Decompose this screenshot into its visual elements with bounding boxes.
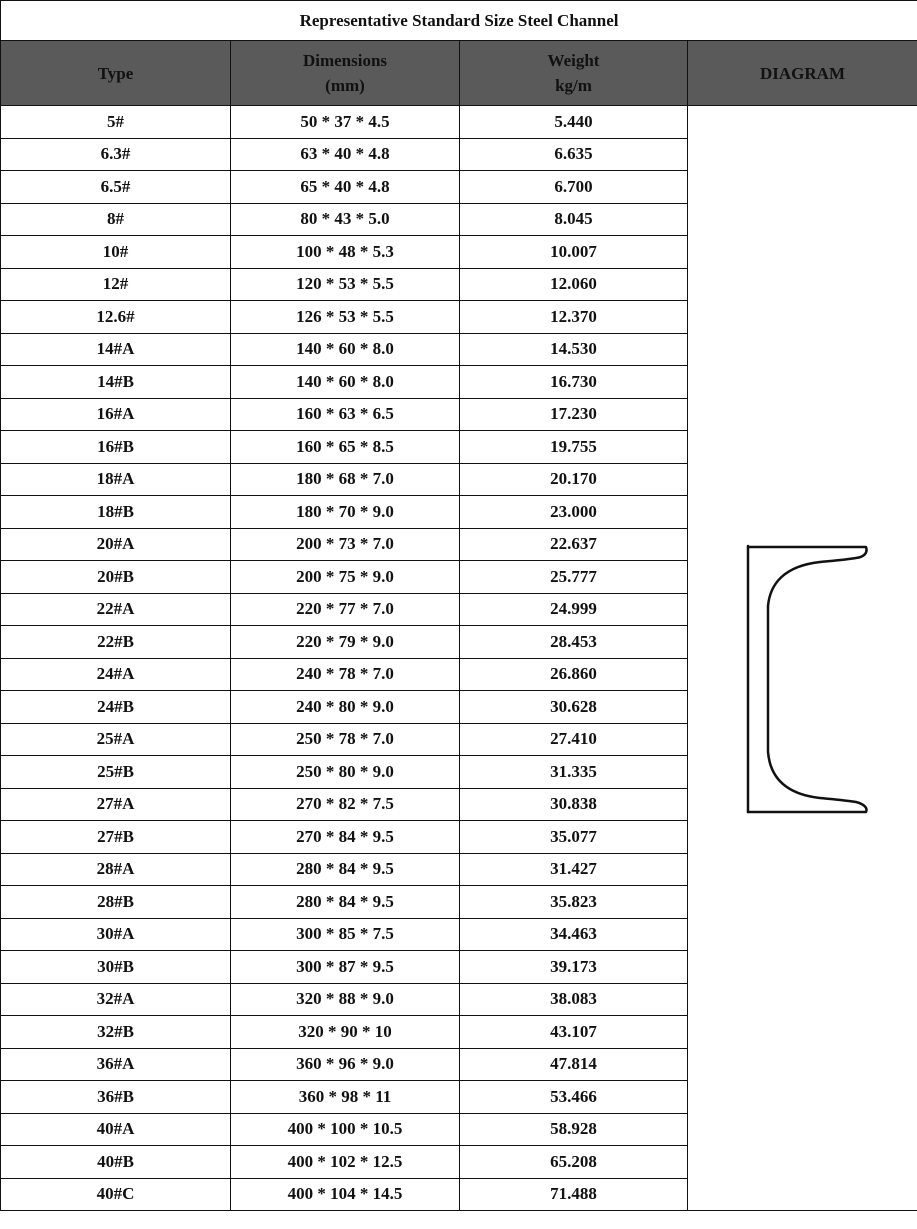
cell-type: 36#B	[1, 1081, 231, 1114]
cell-weight: 22.637	[460, 528, 688, 561]
cell-type: 30#B	[1, 951, 231, 984]
cell-weight: 27.410	[460, 723, 688, 756]
cell-weight: 39.173	[460, 951, 688, 984]
cell-type: 28#A	[1, 853, 231, 886]
cell-weight: 58.928	[460, 1113, 688, 1146]
cell-dimensions: 320 * 90 * 10	[231, 1016, 460, 1049]
cell-type: 16#A	[1, 398, 231, 431]
cell-dimensions: 270 * 82 * 7.5	[231, 788, 460, 821]
cell-weight: 5.440	[460, 106, 688, 139]
cell-dimensions: 140 * 60 * 8.0	[231, 333, 460, 366]
cell-type: 8#	[1, 203, 231, 236]
table-title: Representative Standard Size Steel Channel	[1, 1, 917, 41]
cell-type: 32#B	[1, 1016, 231, 1049]
header-weight-label: Weight	[547, 51, 600, 70]
header-dimensions-label: Dimensions	[302, 51, 388, 70]
header-dimensions	[231, 41, 460, 106]
cell-weight: 65.208	[460, 1146, 688, 1179]
cell-dimensions: 280 * 84 * 9.5	[231, 886, 460, 919]
cell-type: 40#A	[1, 1113, 231, 1146]
cell-dimensions: 65 * 40 * 4.8	[231, 171, 460, 204]
cell-type: 12#	[1, 268, 231, 301]
cell-type: 25#A	[1, 723, 231, 756]
header-row	[1, 41, 917, 106]
cell-type: 20#B	[1, 561, 231, 594]
cell-weight: 12.060	[460, 268, 688, 301]
cell-dimensions: 100 * 48 * 5.3	[231, 236, 460, 269]
cell-type: 18#A	[1, 463, 231, 496]
cell-type: 25#B	[1, 756, 231, 789]
cell-dimensions: 250 * 80 * 9.0	[231, 756, 460, 789]
cell-type: 14#A	[1, 333, 231, 366]
cell-weight: 26.860	[460, 658, 688, 691]
cell-weight: 71.488	[460, 1178, 688, 1211]
cell-dimensions: 160 * 65 * 8.5	[231, 431, 460, 464]
cell-dimensions: 220 * 79 * 9.0	[231, 626, 460, 659]
cell-type: 22#B	[1, 626, 231, 659]
cell-type: 28#B	[1, 886, 231, 919]
cell-dimensions: 400 * 104 * 14.5	[231, 1178, 460, 1211]
steel-channel-cross-section-icon	[744, 544, 868, 816]
cell-type: 40#C	[1, 1178, 231, 1211]
cell-dimensions: 360 * 98 * 11	[231, 1081, 460, 1114]
header-diagram: DIAGRAM	[688, 41, 917, 106]
title-row	[1, 1, 917, 41]
cell-dimensions: 160 * 63 * 6.5	[231, 398, 460, 431]
cell-weight: 35.823	[460, 886, 688, 919]
cell-dimensions: 270 * 84 * 9.5	[231, 821, 460, 854]
cell-type: 18#B	[1, 496, 231, 529]
cell-type: 32#A	[1, 983, 231, 1016]
cell-type: 10#	[1, 236, 231, 269]
cell-type: 20#A	[1, 528, 231, 561]
cell-weight: 12.370	[460, 301, 688, 334]
cell-weight: 8.045	[460, 203, 688, 236]
cell-weight: 16.730	[460, 366, 688, 399]
cell-weight: 14.530	[460, 333, 688, 366]
cell-dimensions: 180 * 70 * 9.0	[231, 496, 460, 529]
cell-weight: 43.107	[460, 1016, 688, 1049]
cell-dimensions: 250 * 78 * 7.0	[231, 723, 460, 756]
cell-dimensions: 200 * 73 * 7.0	[231, 528, 460, 561]
header-weight	[460, 41, 688, 106]
cell-type: 14#B	[1, 366, 231, 399]
cell-dimensions: 240 * 78 * 7.0	[231, 658, 460, 691]
cell-type: 27#A	[1, 788, 231, 821]
header-weight-unit: kg/m	[555, 76, 592, 95]
diagram-cell	[688, 106, 917, 1211]
cell-weight: 19.755	[460, 431, 688, 464]
cell-weight: 31.335	[460, 756, 688, 789]
cell-weight: 17.230	[460, 398, 688, 431]
cell-type: 6.3#	[1, 138, 231, 171]
cell-dimensions: 220 * 77 * 7.0	[231, 593, 460, 626]
cell-weight: 24.999	[460, 593, 688, 626]
cell-weight: 25.777	[460, 561, 688, 594]
cell-type: 30#A	[1, 918, 231, 951]
cell-dimensions: 300 * 85 * 7.5	[231, 918, 460, 951]
cell-weight: 38.083	[460, 983, 688, 1016]
cell-weight: 47.814	[460, 1048, 688, 1081]
cell-dimensions: 400 * 102 * 12.5	[231, 1146, 460, 1179]
header-type: Type	[1, 41, 231, 106]
cell-type: 36#A	[1, 1048, 231, 1081]
cell-dimensions: 240 * 80 * 9.0	[231, 691, 460, 724]
cell-weight: 10.007	[460, 236, 688, 269]
cell-weight: 20.170	[460, 463, 688, 496]
cell-weight: 6.700	[460, 171, 688, 204]
cell-dimensions: 280 * 84 * 9.5	[231, 853, 460, 886]
cell-dimensions: 400 * 100 * 10.5	[231, 1113, 460, 1146]
cell-dimensions: 200 * 75 * 9.0	[231, 561, 460, 594]
cell-weight: 30.838	[460, 788, 688, 821]
cell-dimensions: 180 * 68 * 7.0	[231, 463, 460, 496]
cell-dimensions: 126 * 53 * 5.5	[231, 301, 460, 334]
cell-type: 24#A	[1, 658, 231, 691]
cell-weight: 31.427	[460, 853, 688, 886]
cell-dimensions: 63 * 40 * 4.8	[231, 138, 460, 171]
cell-type: 24#B	[1, 691, 231, 724]
cell-weight: 6.635	[460, 138, 688, 171]
cell-type: 6.5#	[1, 171, 231, 204]
cell-weight: 35.077	[460, 821, 688, 854]
cell-dimensions: 50 * 37 * 4.5	[231, 106, 460, 139]
cell-dimensions: 140 * 60 * 8.0	[231, 366, 460, 399]
cell-weight: 28.453	[460, 626, 688, 659]
cell-type: 16#B	[1, 431, 231, 464]
cell-dimensions: 300 * 87 * 9.5	[231, 951, 460, 984]
cell-weight: 23.000	[460, 496, 688, 529]
cell-type: 22#A	[1, 593, 231, 626]
cell-dimensions: 120 * 53 * 5.5	[231, 268, 460, 301]
cell-weight: 53.466	[460, 1081, 688, 1114]
cell-weight: 30.628	[460, 691, 688, 724]
cell-dimensions: 320 * 88 * 9.0	[231, 983, 460, 1016]
cell-dimensions: 360 * 96 * 9.0	[231, 1048, 460, 1081]
cell-type: 40#B	[1, 1146, 231, 1179]
header-dimensions-unit: (mm)	[325, 76, 365, 95]
cell-dimensions: 80 * 43 * 5.0	[231, 203, 460, 236]
cell-type: 27#B	[1, 821, 231, 854]
cell-weight: 34.463	[460, 918, 688, 951]
cell-type: 5#	[1, 106, 231, 139]
table-row	[1, 106, 917, 139]
cell-type: 12.6#	[1, 301, 231, 334]
